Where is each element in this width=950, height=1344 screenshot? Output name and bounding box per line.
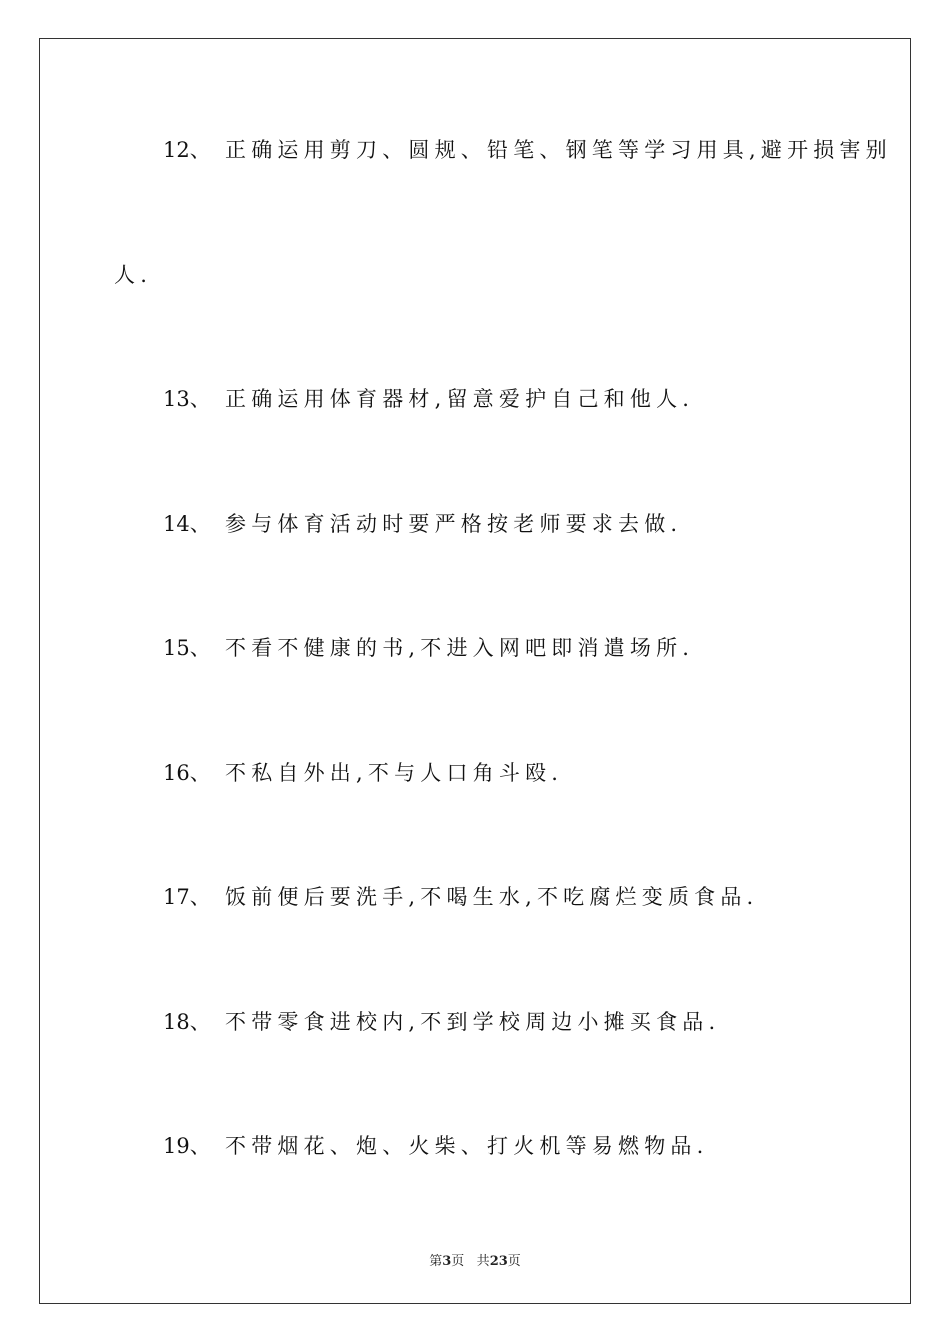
item-text: 不带零食进校内,不到学校周边小摊买食品. bbox=[225, 1010, 721, 1034]
item-text: 不看不健康的书,不进入网吧即消遣场所. bbox=[225, 636, 695, 660]
item-number: 19、 bbox=[163, 1134, 211, 1158]
list-item-13 bbox=[163, 389, 694, 410]
item-number: 13、 bbox=[163, 387, 211, 411]
total-pages: 23 bbox=[489, 1254, 508, 1269]
total-prefix: 共 bbox=[476, 1254, 490, 1269]
page-footer bbox=[0, 1250, 950, 1269]
total-suffix: 页 bbox=[507, 1254, 521, 1269]
item-text-continuation: 人. bbox=[114, 263, 153, 287]
page-border bbox=[39, 38, 911, 1304]
item-number: 15、 bbox=[163, 636, 211, 660]
list-item-19 bbox=[163, 1136, 708, 1157]
page-prefix: 第 bbox=[429, 1254, 443, 1269]
list-item-14 bbox=[163, 514, 682, 535]
list-item-12-continuation bbox=[114, 265, 152, 286]
page-number: 3 bbox=[442, 1254, 452, 1269]
page-suffix: 页 bbox=[451, 1254, 465, 1269]
item-number: 18、 bbox=[163, 1010, 211, 1034]
item-text: 不带烟花、炮、火柴、打火机等易燃物品. bbox=[225, 1134, 709, 1158]
item-number: 17、 bbox=[163, 885, 211, 909]
list-item-18 bbox=[163, 1012, 720, 1033]
item-text: 正确运用剪刀、圆规、铅笔、钢笔等学习用具,避开损害别 bbox=[225, 138, 892, 162]
item-text: 不私自外出,不与人口角斗殴. bbox=[225, 761, 564, 785]
item-number: 12、 bbox=[163, 138, 211, 162]
item-text: 正确运用体育器材,留意爱护自己和他人. bbox=[225, 387, 695, 411]
item-text: 参与体育活动时要严格按老师要求去做. bbox=[225, 512, 683, 536]
item-number: 16、 bbox=[163, 761, 211, 785]
item-number: 14、 bbox=[163, 512, 211, 536]
list-item-17 bbox=[163, 887, 758, 908]
list-item-12 bbox=[163, 140, 892, 161]
list-item-16 bbox=[163, 763, 563, 784]
list-item-15 bbox=[163, 638, 694, 659]
item-text: 饭前便后要洗手,不喝生水,不吃腐烂变质食品. bbox=[225, 885, 759, 909]
